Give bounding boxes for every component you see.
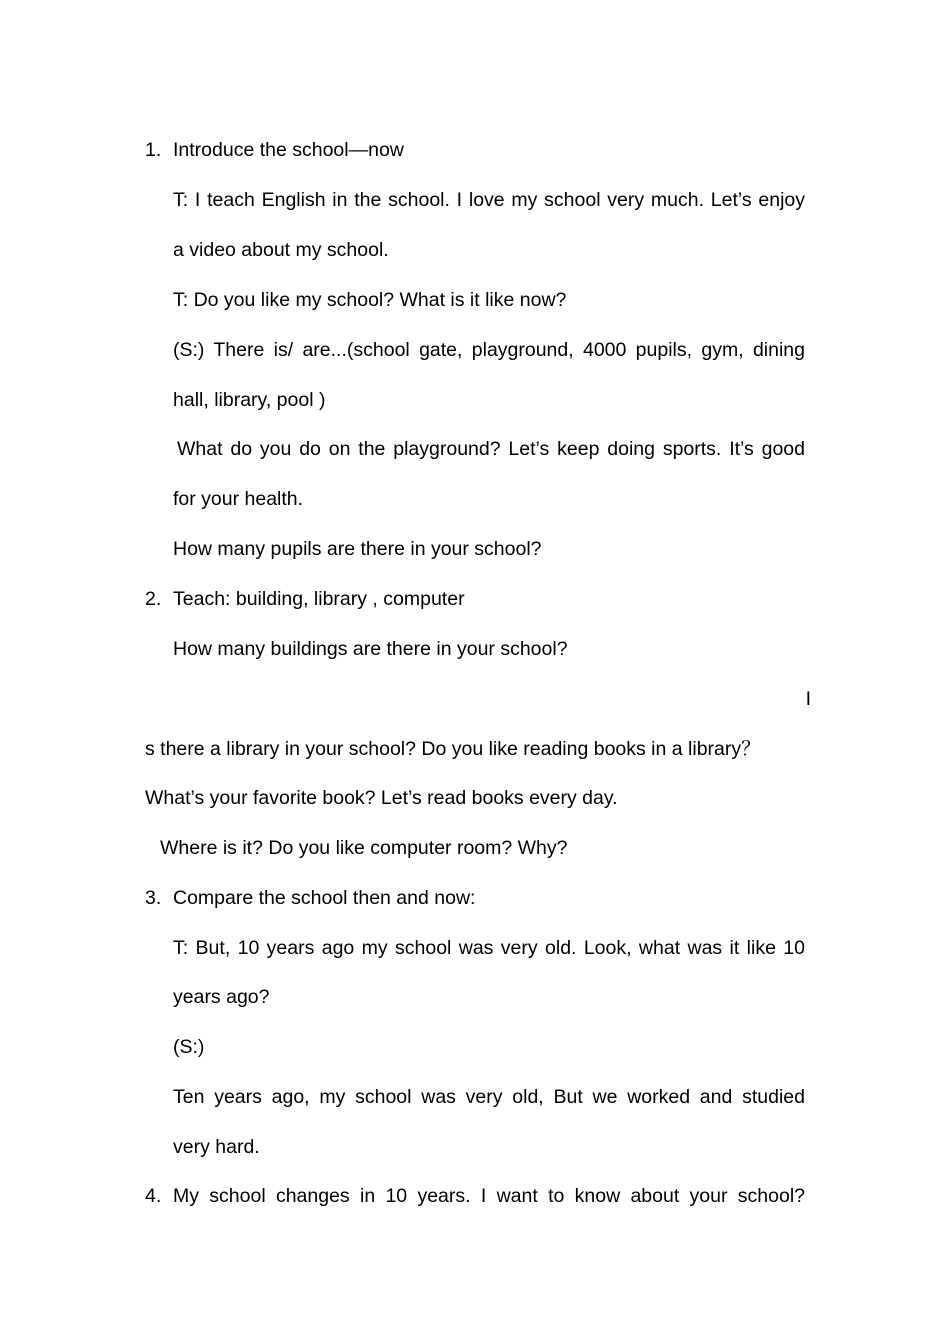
paragraph-line: Ten years ago, my school was very old, But we worked and studied <box>173 1086 805 1108</box>
paragraph-line: How many buildings are there in your school? <box>173 638 568 660</box>
paragraph-line: Where is it? Do you like computer room? Why? <box>160 837 568 859</box>
list-number: 4. <box>145 1185 162 1207</box>
paragraph-line: How many pupils are there in your school? <box>173 538 542 560</box>
list-heading: My school changes in 10 years. I want to know about your school? <box>173 1185 805 1207</box>
paragraph-line: hall, library, pool ) <box>173 389 326 411</box>
paragraph-line: What’s your favorite book? Let’s read books every day. <box>145 787 618 809</box>
paragraph-line: T: Do you like my school? What is it like now? <box>173 289 567 311</box>
list-number: 2. <box>145 588 162 610</box>
paragraph-line: very hard. <box>173 1136 260 1158</box>
list-number: 3. <box>145 887 162 909</box>
paragraph-line: for your health. <box>173 488 304 510</box>
paragraph-line: (S:) <box>173 1036 205 1058</box>
paragraph-line: What do you do on the playground? Let’s keep doing sports. It’s good <box>177 438 805 460</box>
paragraph-line: years ago? <box>173 986 270 1008</box>
paragraph-line: T: But, 10 years ago my school was very old. Look, what was it like 10 <box>173 937 805 959</box>
paragraph-line: I <box>805 688 811 710</box>
paragraph-line: T: I teach English in the school. I love my school very much. Let’s enjoy <box>173 189 805 211</box>
paragraph-line: a video about my school. <box>173 239 389 261</box>
list-heading: Compare the school then and now: <box>173 887 476 909</box>
paragraph-line: s there a library in your school? Do you like reading books in a library？ <box>145 738 761 760</box>
list-heading: Introduce the school—now <box>173 139 404 161</box>
list-number: 1. <box>145 139 162 161</box>
paragraph-line: (S:) There is/ are...(school gate, playground, 4000 pupils, gym, dining <box>173 339 805 361</box>
list-heading: Teach: building, library , computer <box>173 588 465 610</box>
